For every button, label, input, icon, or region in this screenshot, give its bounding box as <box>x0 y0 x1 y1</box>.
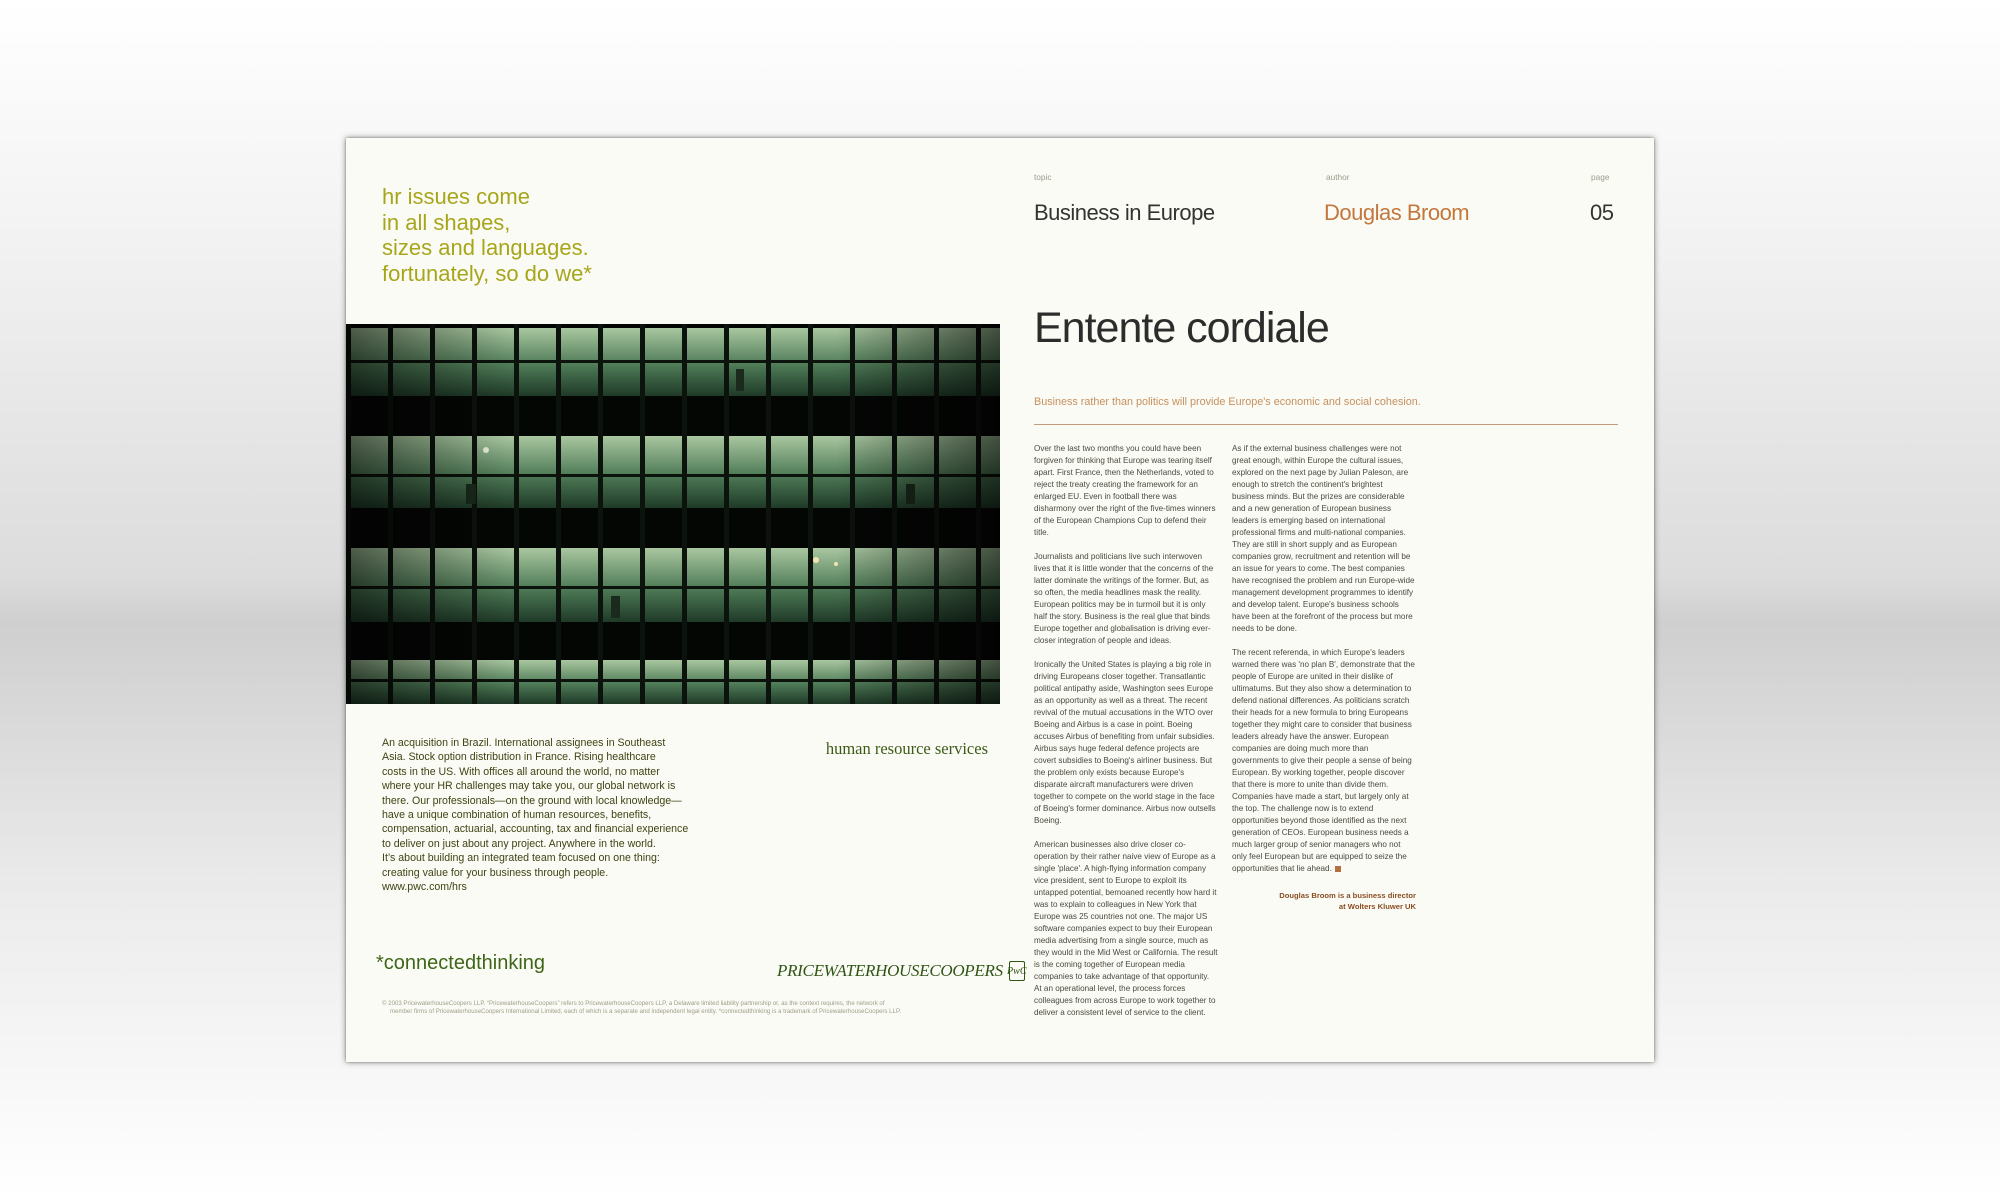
connected-thinking-tagline: *connectedthinking <box>376 952 546 974</box>
ad-body-line: compensation, actuarial, accounting, tax and financial experience <box>382 823 689 836</box>
article-column-1 <box>1034 443 1218 1031</box>
ad-website-link[interactable]: www.pwc.com/hrs <box>382 881 467 894</box>
ad-body-line: where your HR challenges may take you, our global network is <box>382 780 676 793</box>
pwc-logo-wordmark: PRICEWATERHOUSECOOPERS <box>777 961 1003 980</box>
article-paragraph-last <box>1232 647 1416 875</box>
ad-body-line: have a unique combination of human resources, benefits, <box>382 809 652 822</box>
article-author: Douglas Broom <box>1324 200 1470 225</box>
pwc-logo <box>777 959 1025 983</box>
end-mark-icon <box>1335 866 1341 872</box>
ad-headline-line: sizes and languages. <box>382 235 589 260</box>
ad-body-line: costs in the US. With offices all around the world, no matter <box>382 765 660 778</box>
article-standfirst: Business rather than politics will provide Europe's economic and social cohesion. <box>1034 396 1421 408</box>
article-column-2 <box>1232 443 1416 887</box>
article-paragraph: Over the last two months you could have been forgiven for thinking that Europe was tearing itself apart. First France, then the Netherlands, voted to reject the treaty creating the framework for an enlarged EU. Even in football there was disharmony over the right of the five-times winners of the European Champions Cup to defend their title. <box>1034 444 1216 537</box>
article-paragraph: American businesses also drive closer co-operation by their rather naive view of Europe as a single 'place'. A high-flying information company vice president, sent to Europe to exploit its untapped potential, bemoaned recently how hard it was to explain to colleagues in New York that Europe was 25 countries not one. The major US software companies expect to buy their European media advertising from a single source, much as they would in the Mid West or California. The result is the coming together of European media companies to take advantage of that opportunity. At an operational level, the process forces colleagues from across Europe to work together to deliver a consistent level of service to the client. <box>1034 840 1218 1017</box>
service-line: human resource services <box>825 739 988 758</box>
legal-notice <box>382 1000 972 1016</box>
legal-line: member firms of PricewaterhouseCoopers International Limited, each of which is a separate and independent legal entity. *connectedthinking is a trademark of PricewaterhouseCoopers LLP. <box>390 1008 901 1015</box>
topic-label: topic <box>1034 172 1052 182</box>
page-number: 05 <box>1590 200 1614 225</box>
article-paragraph: As if the external business challenges were not great enough, within Europe the cultural issues, explored on the next page by Julian Paleson, are enough to stretch the continent's brightest business minds. But the prizes are considerable and a new generation of European business leaders is emerging based on international professional firms and multi-national companies. They are still in short supply and as European companies grow, recruitment and retention will be an issue for years to come. The best companies have recognised the problem and run Europe-wide management development programmes to identify and develop talent. Europe's business schools have been at the forefront of the process but more needs to be done. <box>1232 444 1415 633</box>
ad-headline-line: in all shapes, <box>382 209 511 235</box>
ad-headline <box>382 184 802 286</box>
ad-body-copy <box>382 736 700 894</box>
author-byline <box>1232 890 1416 912</box>
ad-body-line: creating value for your business through people. <box>382 866 609 879</box>
ad-body-line: An acquisition in Brazil. International assignees in Southeast <box>382 737 666 749</box>
office-building-photo <box>346 324 1000 704</box>
divider-rule <box>1034 424 1618 425</box>
article-paragraph: Journalists and politicians live such interwoven lives that it is little wonder that the concerns of the latter dominate the writings of the former. But, as so often, the media headlines mask the reality. European politics may be in turmoil but it is only half the story. Business is the real glue that binds Europe together and globalisation is driving ever-closer integration of people and ideas. <box>1034 552 1214 645</box>
article-title: Entente cordiale <box>1034 304 1329 352</box>
author-label: author <box>1326 172 1350 182</box>
office-windows-image <box>346 324 1000 704</box>
ad-body-line: It’s about building an integrated team focused on one thing: <box>382 852 660 865</box>
page-label: page <box>1591 172 1610 182</box>
byline-line: at Wolters Kluwer UK <box>1338 902 1416 911</box>
article-paragraph-text: The recent referenda, in which Europe's leaders warned there was 'no plan B', demonstrate that the people of Europe are united in their dislike of ultimatums. But they also show a determination to defend national differences. As politicians scratch their heads for a new formula to bring Europeans together they might care to consider that business leaders already have the answer. European companies are doing much more than governments to give their people a sense of being European. By working together, people discover that there is more to unite than divide them. Companies have made a start, but largely only at the top. The challenge now is to extend opportunities beyond those identified as the next generation of CEOs. European business needs a much larger group of senior managers who not only feel European but are equipped to seize the opportunities that lie ahead. <box>1232 648 1415 873</box>
magazine-spread <box>346 138 1654 1062</box>
article-paragraph: Ironically the United States is playing a big role in driving Europeans closer together. Transatlantic political antipathy aside, Washington sees Europe as an opportunity as well as a threat. The recent revival of the mutual accusations in the WTO over Boeing and Airbus is a case in point. Boeing accuses Airbus of benefiting from unfair subsidies. Airbus says huge federal defence projects are covert subsidies to Boeing's airliner business. But the problem only exists because Europe's disparate aircraft manufacturers were driven together to compete on the world stage in the face of Boeing's former dominance. Airbus now outsells Boeing. <box>1034 660 1216 825</box>
legal-line: © 2003 PricewaterhouseCoopers LLP. “PricewaterhouseCoopers” refers to PricewaterhouseCoopers LLP, a Delaware limited liability partnership or, as the context requires, the network of <box>382 1000 885 1007</box>
ad-headline-line: hr issues come <box>382 184 530 209</box>
byline-line: Douglas Broom is a business director <box>1279 891 1416 900</box>
pwc-logo-mark-icon: PwC <box>1009 961 1025 981</box>
article-topic: Business in Europe <box>1034 200 1215 225</box>
ad-body-line: there. Our professionals—on the ground with local knowledge— <box>382 794 682 807</box>
ad-body-line: to deliver on just about any project. Anywhere in the world. <box>382 837 656 850</box>
ad-headline-line: fortunately, so do we* <box>382 260 592 286</box>
ad-body-line: Asia. Stock option distribution in France. Rising healthcare <box>382 751 656 764</box>
